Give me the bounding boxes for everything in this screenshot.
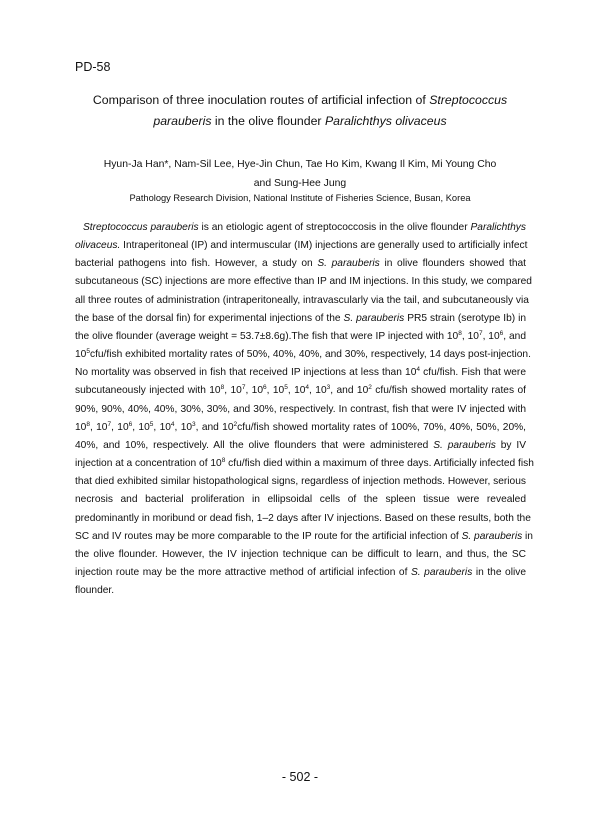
- title-part1: Comparison of three inoculation routes of artificial infection of: [92, 93, 430, 107]
- page-number: - 502 -: [281, 770, 319, 784]
- title-species: parauberis: [153, 114, 212, 128]
- abstract-body: [75, 219, 534, 600]
- abstract-line: No mortality was observed in fish that received IP injections at less than $10^4$ cfu/fish. Fish that were: [75, 366, 526, 379]
- paper-title: [60, 90, 540, 132]
- abstract-line: injection route may be the more attractive method of artificial infection of S. parauberis in the olive: [75, 566, 526, 578]
- title-part2: in the olive flounder: [211, 114, 325, 128]
- authors-line2: and Sung-Hee Jung: [253, 178, 347, 189]
- paper-code: PD-58: [75, 60, 111, 74]
- abstract-line: flounder.: [75, 585, 115, 597]
- abstract-line: the olive flounder. However, the IV injection technique can be difficult to learn, and thus, the SC: [75, 548, 526, 560]
- title-genus: Streptococcus: [429, 93, 508, 107]
- abstract-line: injection at a concentration of $10^8$ cfu/fish died within a maximum of three days. Artificially infected fish: [75, 457, 534, 470]
- abstract-line: necrosis and bacterial proliferation in ellipsoidal cells of the spleen tissue were revealed: [75, 494, 526, 506]
- title-host: Paralichthys olivaceus: [324, 114, 447, 128]
- abstract-line: predominantly in moribund or dead fish, 1–2 days after IV injections. Based on these results, both the: [75, 512, 531, 524]
- abstract-line: the base of the dorsal fin) for experimental injections of the S. parauberis PR5 strain (serotype Ib) in: [75, 312, 527, 324]
- abstract-line: subcutaneously injected with $10^8$, $10^7$, $10^6$, $10^5$, $10^4$, $10^3$, and $10^2$ cfu/fish showed mortality rates of: [75, 384, 526, 397]
- abstract-line: $10^5cfu$/fish exhibited mortality rates of 50%, 40%, 40%, and 30%, respectively, 14 days post-injection.: [75, 348, 531, 361]
- abstract-line: $10^8$, $10^7$, $10^6$, $10^5$, $10^4$, $10^3$, and $10^2cfu$/fish showed mortality rates of 100%, 70%, 40%, 50%, 20%,: [75, 420, 527, 433]
- authors-line1: Hyun-Ja Han*, Nam-Sil Lee, Hye-Jin Chun, Tae Ho Kim, Kwang Il Kim, Mi Young Cho: [103, 159, 497, 170]
- abstract-line: the olive flounder (average weight = 53.7±8.6g).The fish that were IP injected with $10^8$, $10^7$, $10^6$, and: [75, 329, 526, 342]
- abstract-line: Streptococcus parauberis is an etiologic agent of streptococcosis in the olive flounder Paralichthys: [83, 222, 526, 233]
- abstract-line: olivaceus. Intraperitoneal (IP) and intermuscular (IM) injections are generally used to artificially infect: [75, 240, 528, 252]
- abstract-line: subcutaneous (SC) injections are more effective than IP and IM injections. In this study, we compared: [75, 276, 532, 288]
- abstract-line: all three routes of administration (intraperitoneally, intravascularly via the tail, and subcutaneously via: [75, 294, 529, 306]
- authors: [60, 155, 540, 193]
- abstract-line: bacterial pathogens into fish. However, a study on S. parauberis in olive flounders showed that: [75, 258, 527, 270]
- affiliation: Pathology Research Division, National Institute of Fisheries Science, Busan, Korea: [129, 193, 471, 203]
- abstract-line: 90%, 90%, 40%, 40%, 30%, 30%, and 30%, respectively. In contrast, fish that were IV injected with: [75, 403, 526, 415]
- abstract-line: that died exhibited similar histopathological signs, regardless of injection methods. However, serious: [75, 476, 526, 488]
- abstract-line: 40%, and 10%, respectively. All the olive flounders that were administered S. parauberis by IV: [75, 439, 527, 451]
- abstract-line: SC and IV routes may be more comparable to the IP route for the artificial infection of S. parauberis in: [75, 530, 533, 542]
